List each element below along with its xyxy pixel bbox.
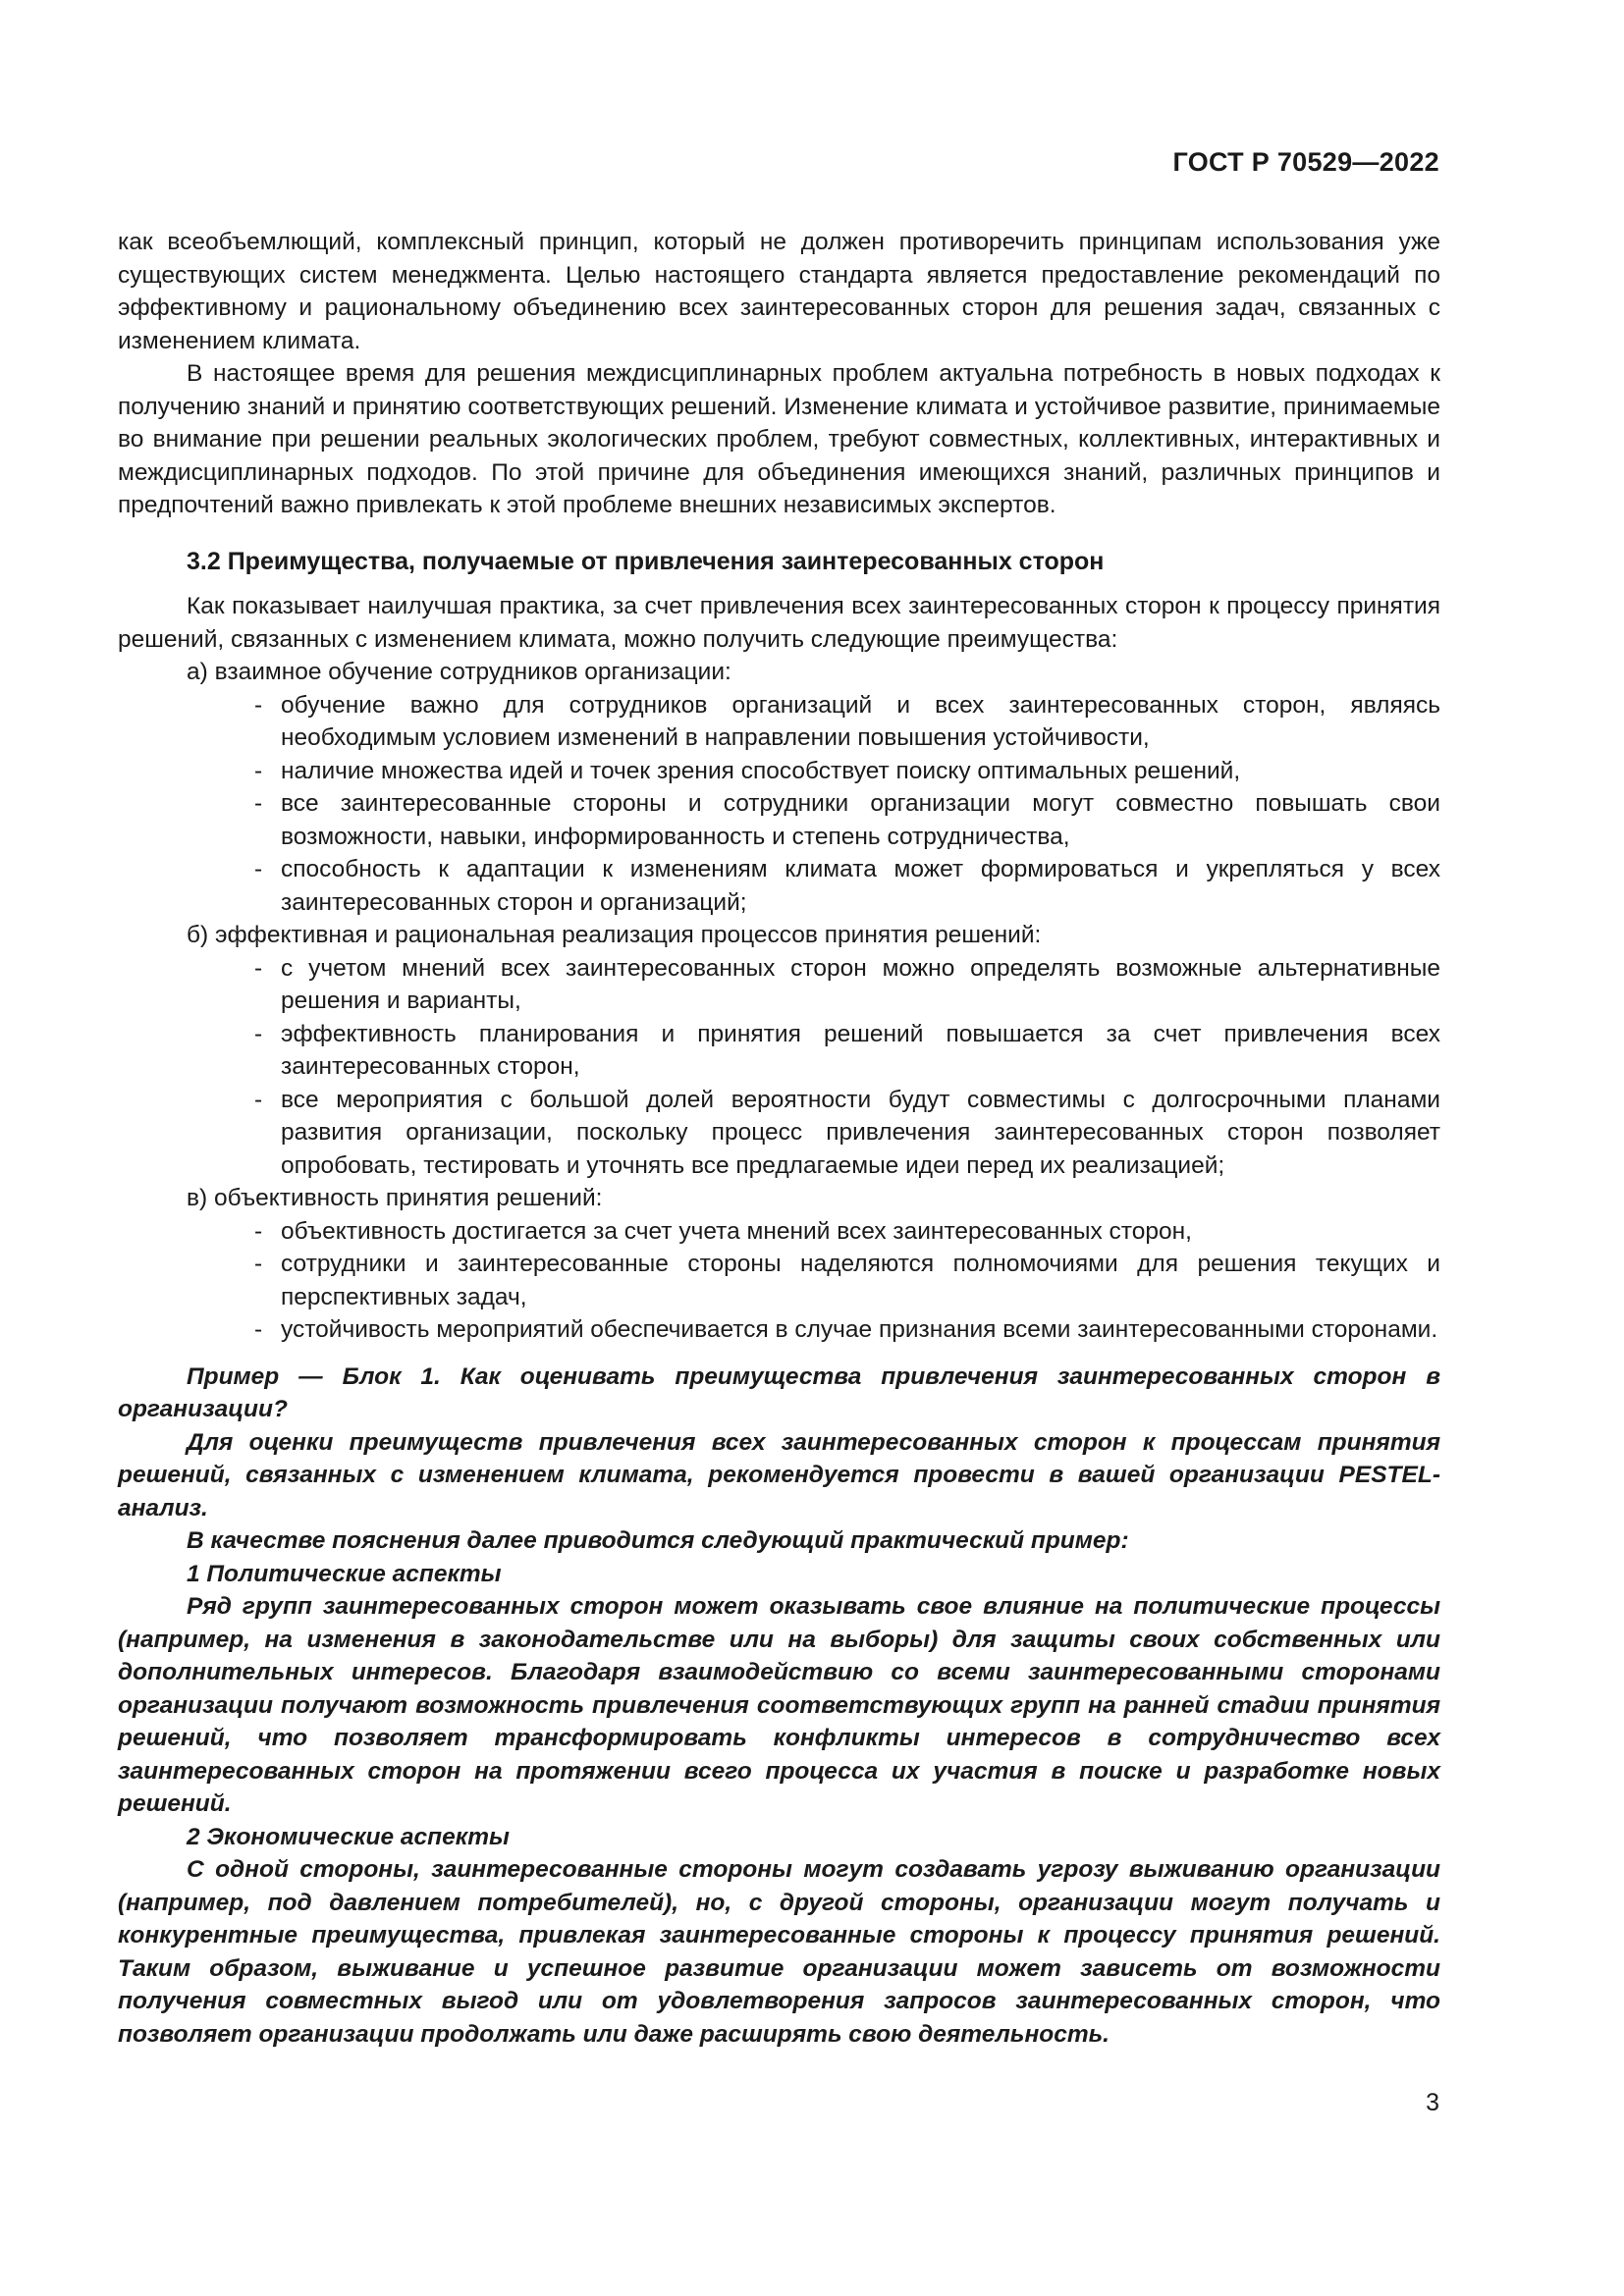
example-subheading-political: 1 Политические аспекты bbox=[187, 1560, 502, 1587]
example-subheading-economic: 2 Экономические аспекты bbox=[187, 1823, 510, 1850]
page-content bbox=[118, 226, 1440, 2051]
section-lead-paragraph: Как показывает наилучшая практика, за счет привлечения всех заинтересованных сторон к процессу принятия решений, связанных с изменением климата, можно получить следующие преимущества: bbox=[118, 593, 1440, 653]
dash-marker: - bbox=[254, 757, 263, 784]
example-paragraph: Для оценки преимуществ привлечения всех заинтересованных сторон к процессам принятия решений, связанных с изменением климата, рекомендуется провести в вашей организации PESTEL-анализ. bbox=[118, 1428, 1440, 1522]
dash-marker: - bbox=[254, 1217, 263, 1245]
sub-list-item: - объективность достигается за счет учета мнений всех заинтересованных сторон, bbox=[118, 1215, 1440, 1249]
dash-marker: - bbox=[254, 1251, 263, 1277]
dash-marker: - bbox=[254, 790, 263, 817]
intro-paragraph: В настоящее время для решения междисциплинарных проблем актуальна потребность в новых подходах к получению знаний и принятию соответствующих решений. Изменение климата и устойчивое развитие, принимаемые во внимание при решении реальных экологических проблем, требуют совместных, коллективных, интерактивных и междисциплинарных подходов. По этой причине для объединения имеющихся знаний, различных принципов и предпочтений важно привлекать к этой проблеме внешних независимых экспертов. bbox=[118, 360, 1440, 518]
sub-list-item: - наличие множества идей и точек зрения способствует поиску оптимальных решений, bbox=[118, 755, 1440, 788]
sub-list-item: - устойчивость мероприятий обеспечивается в случае признания всеми заинтересованными сторонами. bbox=[118, 1313, 1440, 1347]
dash-marker: - bbox=[254, 1316, 263, 1343]
example-paragraph-economic: С одной стороны, заинтересованные стороны могут создавать угрозу выживанию организации (например, под давлением потребителей), но, с другой стороны, организации могут получать и конкурентные преимущества, привлекая заинтересованные стороны к процессу принятия решений. Таким образом, выживание и успешное развитие организации может зависеть от возможности получения совместных выгод или от удовлетворения запросов заинтересованных сторон, что позволяет организации продолжать или даже расширять свою деятельность. bbox=[118, 1856, 1440, 2048]
sub-list-item: - сотрудники и заинтересованные стороны наделяются полномочиями для решения текущих и перспективных задач, bbox=[118, 1248, 1440, 1313]
page-number: 3 bbox=[1426, 2089, 1439, 2116]
standard-header: ГОСТ Р 70529—2022 bbox=[1172, 147, 1439, 177]
sub-list-item: - все заинтересованные стороны и сотрудники организации могут совместно повышать свои возможности, навыки, информированность и степень сотрудничества, bbox=[118, 787, 1440, 853]
dash-marker: - bbox=[254, 856, 263, 882]
sub-list-item: - все мероприятия с большой долей вероятности будут совместимы с долгосрочными планами развития организации, поскольку процесс привлечения заинтересованных сторон позволяет опробовать, тестировать и уточнять все предлагаемые идеи перед их реализацией; bbox=[118, 1084, 1440, 1183]
example-paragraph-political: Ряд групп заинтересованных сторон может оказывать свое влияние на политические процессы (например, на изменения в законодательстве или на выборы) для защиты своих собственных или дополнительных интересов. Благодаря взаимодействию со всеми заинтересованными сторонами организации получают возможность привлечения соответствующих групп на ранней стадии принятия решений, что позволяет трансформировать конфликты интересов в сотрудничество всех заинтересованных сторон на протяжении всего процесса их участия в поиске и разработке новых решений. bbox=[118, 1593, 1440, 1817]
section-heading: 3.2 Преимущества, получаемые от привлечения заинтересованных сторон bbox=[187, 547, 1105, 575]
intro-paragraph-continued: как всеобъемлющий, комплексный принцип, который не должен противоречить принципам использования уже существующих систем менеджмента. Целью настоящего стандарта является предоставление рекомендаций по эффективному и рациональному объединению всех заинтересованных сторон для решения задач, связанных с изменением климата. bbox=[118, 229, 1440, 354]
sub-list-item: - способность к адаптации к изменениям климата может формироваться и укрепляться у всех заинтересованных сторон и организаций; bbox=[118, 853, 1440, 919]
dash-marker: - bbox=[254, 1020, 263, 1047]
sub-list-item: - эффективность планирования и принятия решений повышается за счет привлечения всех заинтересованных сторон, bbox=[118, 1018, 1440, 1084]
example-title: Пример — Блок 1. Как оценивать преимущества привлечения заинтересованных сторон в организации? bbox=[118, 1362, 1440, 1422]
list-item-a: а) взаимное обучение сотрудников организации: bbox=[187, 659, 731, 685]
example-paragraph: В качестве пояснения далее приводится следующий практический пример: bbox=[187, 1527, 1129, 1554]
sub-list-item: - обучение важно для сотрудников организаций и всех заинтересованных сторон, являясь необходимым условием изменений в направлении повышения устойчивости, bbox=[118, 689, 1440, 755]
dash-marker: - bbox=[254, 691, 263, 719]
dash-marker: - bbox=[254, 1086, 263, 1113]
list-item-c: в) объективность принятия решений: bbox=[187, 1185, 603, 1211]
sub-list-item: - с учетом мнений всех заинтересованных сторон можно определять возможные альтернативные решения и варианты, bbox=[118, 952, 1440, 1018]
list-item-b: б) эффективная и рациональная реализация процессов принятия решений: bbox=[187, 922, 1042, 948]
dash-marker: - bbox=[254, 954, 263, 982]
